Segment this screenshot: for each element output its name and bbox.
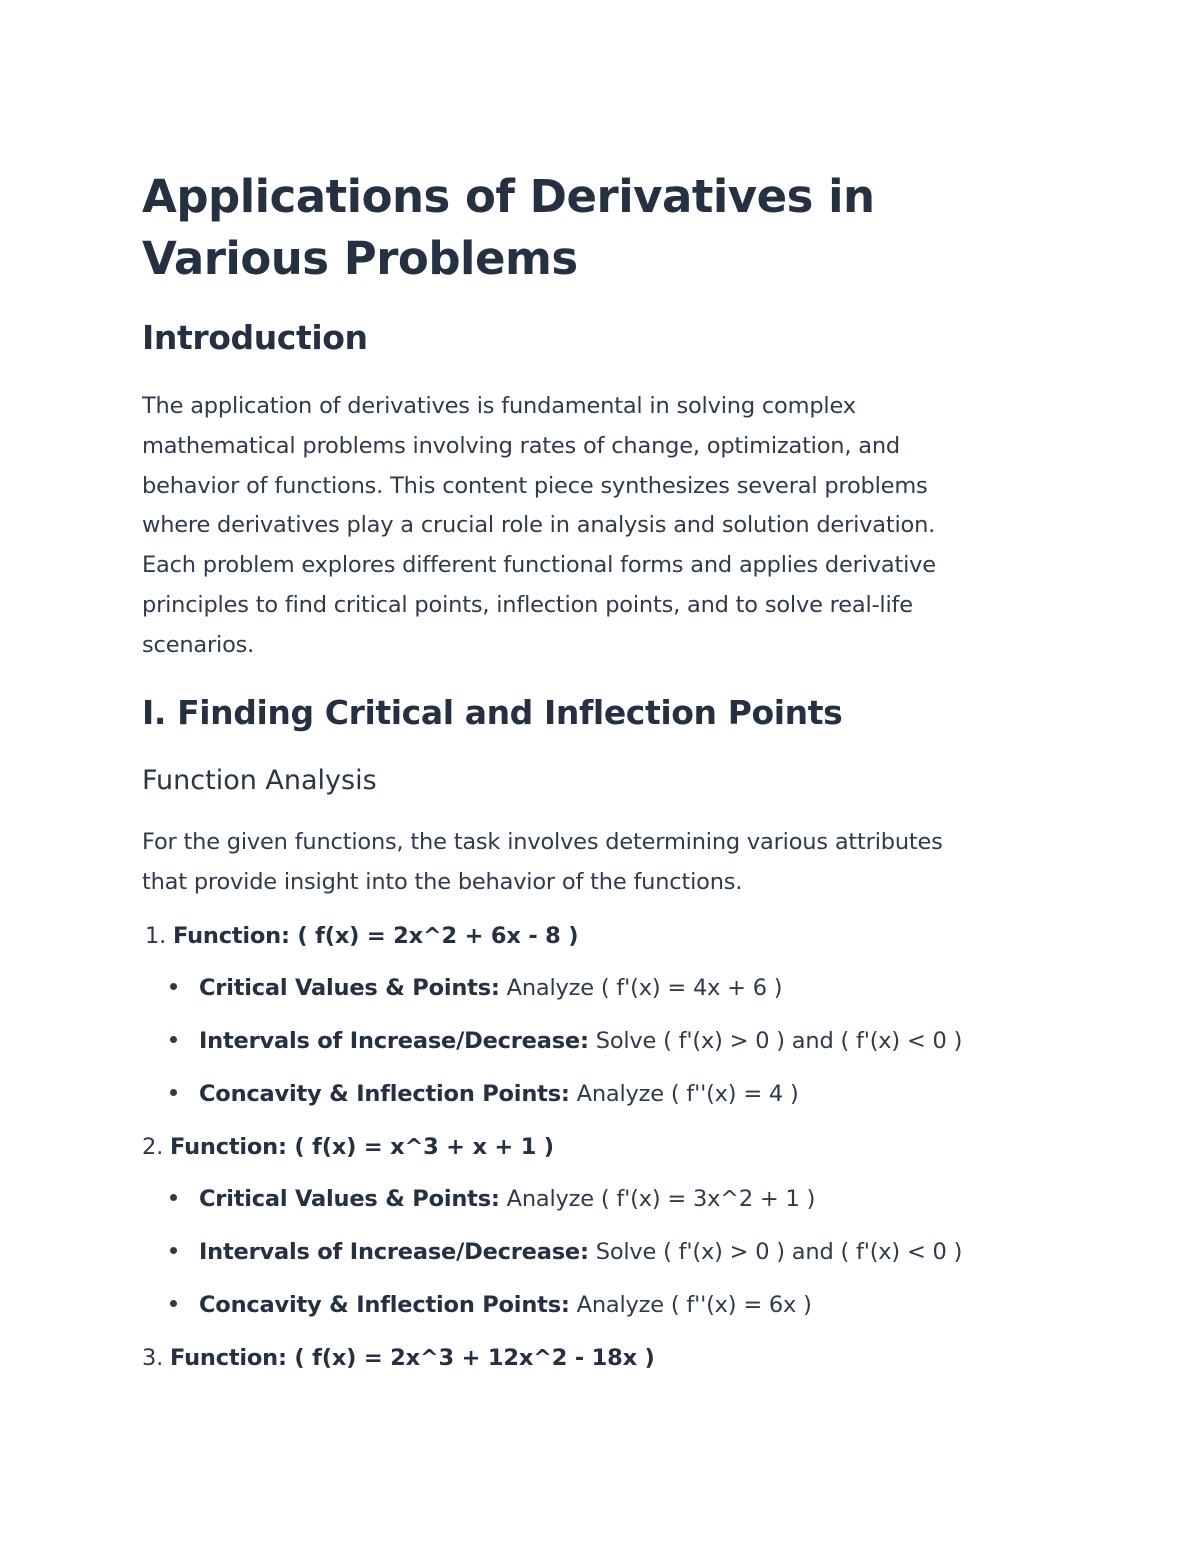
item-text: Solve ( f'(x) > 0 ) and ( f'(x) < 0 ) (588, 1028, 963, 1054)
item-label: Intervals of Increase/Decrease: (199, 1028, 589, 1054)
list-item (170, 1236, 962, 1268)
item-text: Analyze ( f''(x) = 6x ) (569, 1292, 812, 1318)
list-number: 1. (145, 923, 167, 949)
bullet-icon (170, 1194, 177, 1201)
list-item-function (142, 1131, 554, 1163)
paragraph-line: The application of derivatives is fundamental in solving complex (142, 393, 856, 419)
list-number: 3. (142, 1345, 164, 1371)
paragraph-line: principles to find critical points, inflection points, and to solve real-life (142, 591, 913, 618)
paragraph-line: that provide insight into the behavior of the functions. (142, 868, 743, 895)
list-item (170, 1078, 799, 1110)
list-item (170, 1025, 962, 1057)
list-item-function (145, 920, 578, 952)
item-label: Critical Values & Points: (199, 1186, 500, 1212)
bullet-icon (170, 983, 177, 990)
item-label: Concavity & Inflection Points: (199, 1292, 570, 1318)
bullet-icon (170, 1036, 177, 1043)
item-text: Solve ( f'(x) > 0 ) and ( f'(x) < 0 ) (588, 1239, 963, 1265)
function-label: Function: ( f(x) = 2x^2 + 6x - 8 ) (173, 923, 579, 949)
function-label: Function: ( f(x) = 2x^3 + 12x^2 - 18x ) (170, 1345, 655, 1371)
paragraph-line: where derivatives play a crucial role in analysis and solution derivation. (142, 512, 936, 539)
list-item (170, 1289, 812, 1321)
section-heading: I. Finding Critical and Inflection Points (142, 693, 843, 732)
list-item (170, 1183, 815, 1215)
bullet-icon (170, 1300, 177, 1307)
paragraph-line: mathematical problems involving rates of change, optimization, and (142, 432, 900, 459)
paragraph-line: Each problem explores different functional forms and applies derivative (142, 552, 936, 579)
item-text: Analyze ( f''(x) = 4 ) (569, 1081, 799, 1107)
paragraph-line: behavior of functions. This content piece synthesizes several problems (142, 472, 928, 499)
bullet-icon (170, 1089, 177, 1096)
section-subheading: Function Analysis (142, 765, 377, 796)
bullet-icon (170, 1247, 177, 1254)
list-item-function (142, 1342, 655, 1374)
item-label: Concavity & Inflection Points: (199, 1081, 570, 1107)
introduction-paragraph (142, 387, 1042, 666)
item-label: Critical Values & Points: (199, 975, 500, 1001)
paragraph-line: scenarios. (142, 631, 255, 658)
paragraph-line: For the given functions, the task involves determining various attributes (142, 829, 943, 855)
item-text: Analyze ( f'(x) = 4x + 6 ) (499, 975, 783, 1001)
list-number: 2. (142, 1134, 164, 1160)
section-paragraph (142, 823, 1042, 903)
function-label: Function: ( f(x) = x^3 + x + 1 ) (170, 1134, 554, 1160)
document-title: Applications of Derivatives in Various Problems (142, 170, 875, 285)
item-text: Analyze ( f'(x) = 3x^2 + 1 ) (499, 1186, 816, 1212)
introduction-heading: Introduction (142, 318, 368, 357)
item-label: Intervals of Increase/Decrease: (199, 1239, 589, 1265)
list-item (170, 972, 782, 1004)
